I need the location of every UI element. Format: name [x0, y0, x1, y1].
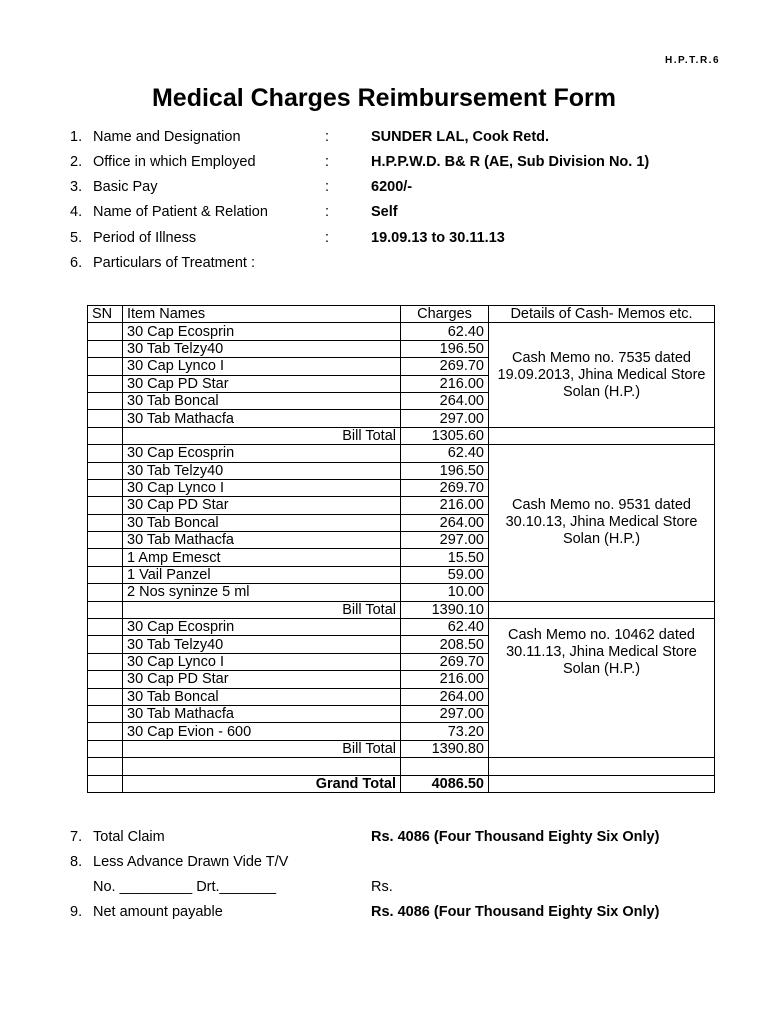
item-charge: 264.00	[401, 392, 489, 409]
item-charge: 216.00	[401, 375, 489, 392]
field-colon: :	[325, 230, 330, 246]
item-name: 30 Cap Evion - 600	[123, 723, 401, 740]
cash-memo-details: Cash Memo no. 10462 dated 30.11.13, Jhina Medical Store Solan (H.P.)	[489, 619, 715, 758]
bill-total-label: Bill Total	[123, 601, 401, 618]
sn-cell	[88, 323, 123, 340]
field-label: Name and Designation	[93, 129, 241, 145]
item-name: 30 Tab Boncal	[123, 688, 401, 705]
item-charge: 15.50	[401, 549, 489, 566]
grand-total-value: 4086.50	[401, 775, 489, 792]
item-charge: 62.40	[401, 445, 489, 462]
header-details: Details of Cash- Memos etc.	[489, 306, 715, 323]
item-name: 30 Cap Ecosprin	[123, 445, 401, 462]
field-number: 2.	[70, 154, 83, 170]
item-charge: 269.70	[401, 479, 489, 496]
field-number: 7.	[70, 829, 83, 845]
grand-total-row	[88, 775, 715, 792]
grand-total-label: Grand Total	[123, 775, 401, 792]
table-row	[88, 323, 715, 340]
field-number: 3.	[70, 179, 83, 195]
item-charge: 264.00	[401, 688, 489, 705]
field-label: Net amount payable	[93, 904, 223, 920]
field-label: Office in which Employed	[93, 154, 256, 170]
sn-cell	[88, 392, 123, 409]
field-value: Rs. 4086 (Four Thousand Eighty Six Only)	[371, 904, 660, 920]
item-charge: 297.00	[401, 410, 489, 427]
empty-cell	[123, 758, 401, 775]
field-colon: :	[325, 129, 330, 145]
sn-cell	[88, 740, 123, 757]
field-colon: :	[325, 154, 330, 170]
sn-cell	[88, 671, 123, 688]
field-colon: :	[325, 204, 330, 220]
sn-cell	[88, 705, 123, 722]
item-name: 30 Tab Boncal	[123, 392, 401, 409]
empty-cell	[489, 427, 715, 444]
item-name: 30 Cap Lynco I	[123, 358, 401, 375]
item-name: 30 Tab Mathacfa	[123, 705, 401, 722]
field-number: 1.	[70, 129, 83, 145]
bill-total-row	[88, 601, 715, 618]
sn-cell	[88, 445, 123, 462]
sn-cell	[88, 497, 123, 514]
table-row	[88, 619, 715, 636]
item-charge: 59.00	[401, 566, 489, 583]
item-charge: 264.00	[401, 514, 489, 531]
item-name: 30 Cap PD Star	[123, 671, 401, 688]
empty-cell	[401, 758, 489, 775]
field-value: 6200/-	[371, 179, 413, 195]
item-name: 30 Cap PD Star	[123, 497, 401, 514]
item-charge: 216.00	[401, 671, 489, 688]
item-charge: 10.00	[401, 584, 489, 601]
item-name: 30 Cap PD Star	[123, 375, 401, 392]
empty-cell	[88, 758, 123, 775]
sn-cell	[88, 427, 123, 444]
sn-cell	[88, 601, 123, 618]
sn-cell	[88, 375, 123, 392]
item-name: 30 Cap Ecosprin	[123, 323, 401, 340]
field-label: Period of Illness	[93, 230, 197, 246]
sn-cell	[88, 532, 123, 549]
empty-cell	[489, 601, 715, 618]
field-number: 6.	[70, 255, 83, 271]
item-name: 30 Tab Mathacfa	[123, 532, 401, 549]
table-row	[88, 445, 715, 462]
item-charge: 208.50	[401, 636, 489, 653]
sn-cell	[88, 619, 123, 636]
item-name: 30 Tab Telzy40	[123, 636, 401, 653]
item-charge: 196.50	[401, 462, 489, 479]
field-label: Total Claim	[93, 829, 165, 845]
item-charge: 269.70	[401, 358, 489, 375]
field-value: Self	[371, 204, 398, 220]
table-header-row	[88, 306, 715, 323]
sn-cell	[88, 549, 123, 566]
field-label: Less Advance Drawn Vide T/V	[93, 854, 289, 870]
field-label: Particulars of Treatment :	[93, 255, 255, 271]
field-value: Rs. 4086 (Four Thousand Eighty Six Only)	[371, 829, 660, 845]
form-code: H.P.T.R.6	[665, 55, 720, 66]
header-item-names: Item Names	[123, 306, 401, 323]
field-value: H.P.P.W.D. B& R (AE, Sub Division No. 1)	[371, 154, 650, 170]
item-charge: 297.00	[401, 532, 489, 549]
item-name: 30 Tab Mathacfa	[123, 410, 401, 427]
header-sn: SN	[88, 306, 123, 323]
header-charges: Charges	[401, 306, 489, 323]
sn-cell	[88, 566, 123, 583]
item-charge: 73.20	[401, 723, 489, 740]
field-number: 5.	[70, 230, 83, 246]
item-charge: 216.00	[401, 497, 489, 514]
field-colon: :	[325, 179, 330, 195]
bill-total-label: Bill Total	[123, 427, 401, 444]
sn-cell	[88, 462, 123, 479]
empty-cell	[489, 758, 715, 775]
item-name: 30 Tab Boncal	[123, 514, 401, 531]
item-charge: 62.40	[401, 323, 489, 340]
cash-memo-details: Cash Memo no. 7535 dated 19.09.2013, Jhina Medical Store Solan (H.P.)	[489, 323, 715, 427]
item-name: 30 Tab Telzy40	[123, 462, 401, 479]
sn-cell	[88, 653, 123, 670]
empty-row	[88, 758, 715, 775]
sn-cell	[88, 514, 123, 531]
item-name: 30 Cap Ecosprin	[123, 619, 401, 636]
item-charge: 196.50	[401, 340, 489, 357]
field-label: Name of Patient & Relation	[93, 204, 268, 220]
item-name: 2 Nos syninze 5 ml	[123, 584, 401, 601]
bill-total-value: 1390.10	[401, 601, 489, 618]
sn-cell	[88, 584, 123, 601]
field-label: No. _________ Drt._______	[93, 879, 277, 895]
field-number: 8.	[70, 854, 83, 870]
sn-cell	[88, 410, 123, 427]
sn-cell	[88, 479, 123, 496]
sn-cell	[88, 340, 123, 357]
bill-total-label: Bill Total	[123, 740, 401, 757]
sn-cell	[88, 723, 123, 740]
field-number: 9.	[70, 904, 83, 920]
item-charge: 297.00	[401, 705, 489, 722]
item-name: 1 Vail Panzel	[123, 566, 401, 583]
empty-cell	[489, 775, 715, 792]
treatment-table	[87, 305, 715, 793]
item-charge: 269.70	[401, 653, 489, 670]
field-value: Rs.	[371, 879, 393, 895]
item-name: 1 Amp Emesct	[123, 549, 401, 566]
bill-total-value: 1305.60	[401, 427, 489, 444]
field-value: 19.09.13 to 30.11.13	[371, 230, 505, 246]
sn-cell	[88, 688, 123, 705]
field-label: Basic Pay	[93, 179, 158, 195]
field-value: SUNDER LAL, Cook Retd.	[371, 129, 550, 145]
sn-cell	[88, 775, 123, 792]
field-number: 4.	[70, 204, 83, 220]
item-charge: 62.40	[401, 619, 489, 636]
form-title: Medical Charges Reimbursement Form	[151, 84, 616, 112]
item-name: 30 Cap Lynco I	[123, 479, 401, 496]
bill-total-row	[88, 427, 715, 444]
sn-cell	[88, 358, 123, 375]
item-name: 30 Cap Lynco I	[123, 653, 401, 670]
item-name: 30 Tab Telzy40	[123, 340, 401, 357]
sn-cell	[88, 636, 123, 653]
bill-total-value: 1390.80	[401, 740, 489, 757]
cash-memo-details: Cash Memo no. 9531 dated 30.10.13, Jhina Medical Store Solan (H.P.)	[489, 445, 715, 602]
